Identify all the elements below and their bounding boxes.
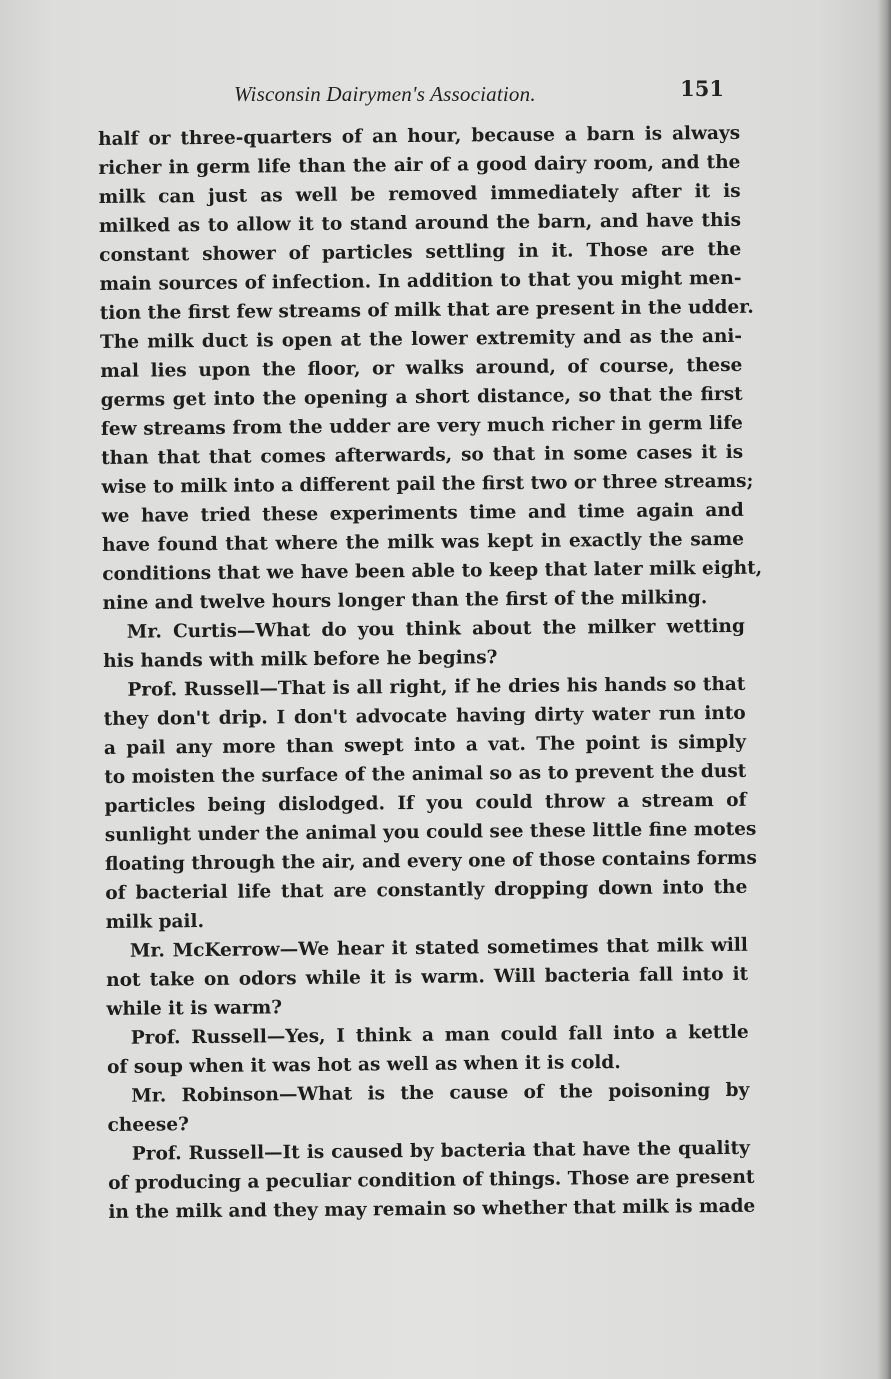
running-title: Wisconsin Dairymen's Association. [234, 82, 536, 106]
text-line: cheese? [107, 1114, 189, 1136]
text-line: floating through the air, and every one of those contains forms [104, 847, 757, 875]
text-line: while it is warm? [106, 997, 283, 1020]
text-line: half or three-quarters of an hour, because a barn is always [98, 122, 741, 150]
running-head [94, 76, 734, 112]
text-line: few streams from the udder are very much richer in germ life [100, 412, 743, 440]
text-line: to moisten the surface of the animal so as to prevent the dust [104, 760, 747, 788]
text-line: milked as to allow it to stand around the barn, and have this [98, 209, 742, 237]
text-line: of soup when it was hot as well as when it is cold. [106, 1052, 621, 1078]
text-line: conditions that we have been able to keep that later milk eight, [102, 557, 763, 585]
text-line: his hands with milk before he begins? [103, 647, 498, 672]
text-line: The milk duct is open at the lower extremity and as the ani- [99, 325, 743, 353]
text-line: have found that where the milk was kept in exactly the same [101, 528, 745, 556]
text-line: than that that comes afterwards, so that in some cases it is [101, 441, 744, 469]
text-line: Mr. Curtis—What do you think about the milker wetting [126, 615, 745, 643]
text-line: a pail any more than swept into a vat. The point is simply [103, 731, 747, 759]
page-number: 151 [680, 76, 724, 101]
text-line: of producing a peculiar condition of things. Those are present [108, 1166, 755, 1194]
text-line: main sources of infection. In addition to that you might men- [99, 267, 742, 295]
text-line: constant shower of particles settling in it. Those are the [99, 238, 742, 266]
text-line: milk can just as well be removed immediately after it is [98, 180, 741, 208]
text-line: tion the first few streams of milk that are present in the udder. [99, 296, 754, 324]
text-line: sunlight under the animal you could see these little fine motes [104, 818, 757, 846]
text-line: of bacterial life that are constantly dropping down into the [105, 876, 748, 904]
page-edge-shadow [877, 0, 891, 1379]
text-line: nine and twelve hours longer than the first of the milking. [102, 587, 708, 614]
text-line: mal lies upon the floor, or walks around, of course, these [100, 354, 743, 382]
text-line: not take on odors while it is warm. Will bacteria fall into it [106, 963, 749, 991]
text-line: Prof. Russell—It is caused by bacteria that have the quality [131, 1137, 750, 1165]
text-line: Mr. Robinson—What is the cause of the poisoning by [131, 1079, 750, 1107]
text-line: milk pail. [105, 911, 205, 933]
text-line: Prof. Russell—Yes, I think a man could fall into a kettle [130, 1021, 749, 1049]
body-text [98, 119, 763, 1227]
text-line: they don't drip. I don't advocate having dirty water run into [103, 702, 746, 730]
text-line: particles being dislodged. If you could throw a stream of [104, 789, 747, 817]
text-line: Prof. Russell—That is all right, if he dries his hands so that [127, 673, 746, 701]
text-line: we have tried these experiments time and time again and [101, 499, 744, 527]
text-line: wise to milk into a different pail the first two or three streams; [101, 470, 754, 498]
text-line: Mr. McKerrow—We hear it stated sometimes that milk will [129, 934, 749, 962]
text-line: germs get into the opening a short distance, so that the first [100, 383, 743, 411]
text-line: richer in germ life than the air of a good dairy room, and the [98, 151, 741, 179]
text-line: in the milk and they may remain so whether that milk is made [108, 1195, 756, 1223]
